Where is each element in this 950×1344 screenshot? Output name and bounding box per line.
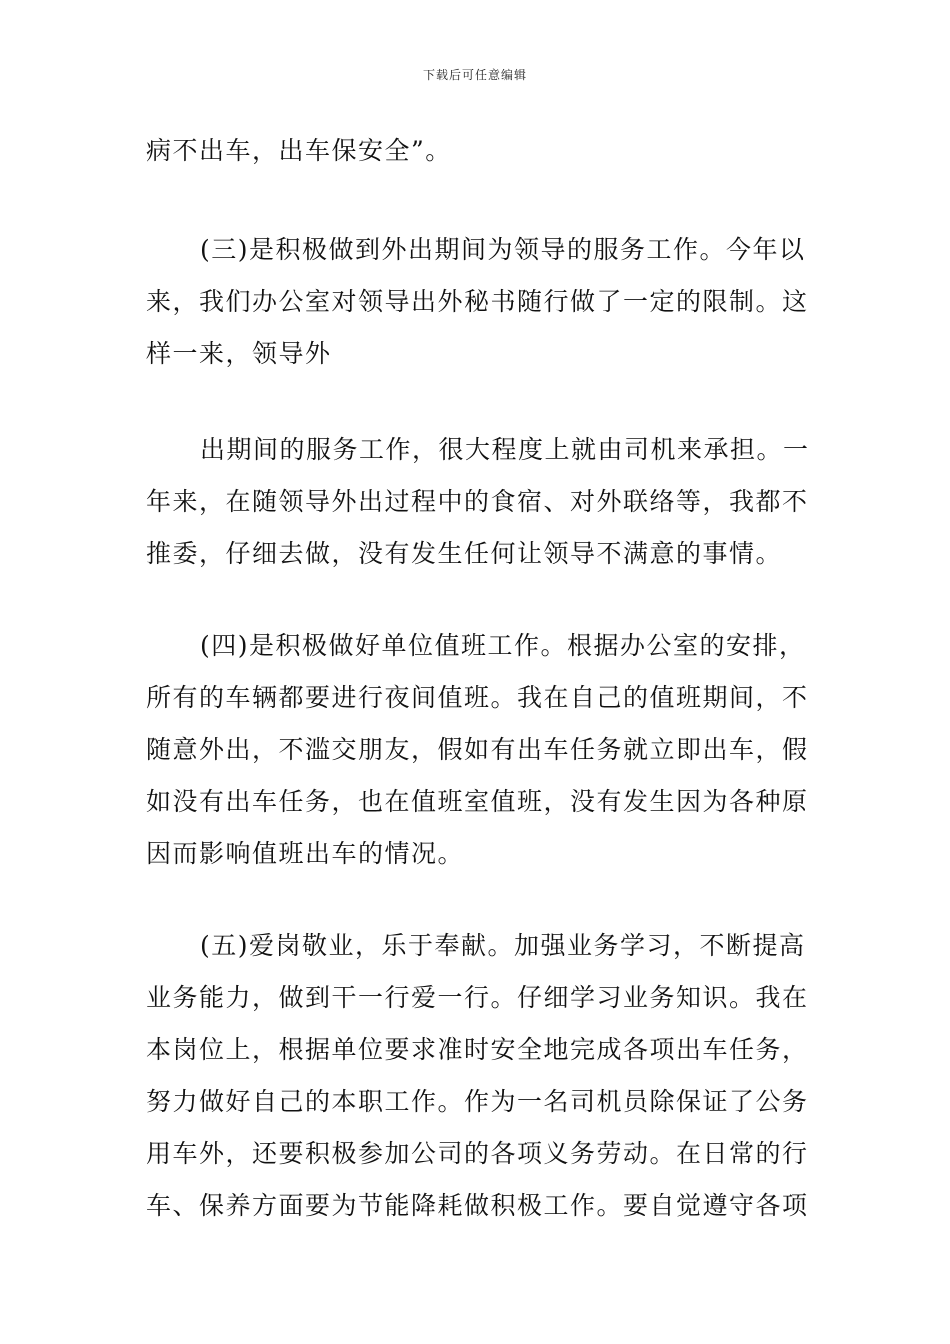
text-line: 病不出车，出车保安全”。 <box>146 136 452 165</box>
text-line: 出期间的服务工作，很大程度上就由司机来承担。一 <box>200 435 810 464</box>
text-line: (四)是积极做好单位值班工作。根据办公室的安排， <box>200 631 806 660</box>
text-line: 车、保养方面要为节能降耗做积极工作。要自觉遵守各项 <box>146 1191 809 1220</box>
text-line: 业务能力，做到干一行爱一行。仔细学习业务知识。我在 <box>146 983 809 1012</box>
paragraph-5 <box>146 920 809 1232</box>
text-line: (三)是积极做到外出期间为领导的服务工作。今年以 <box>200 235 806 264</box>
text-line: 年来，在随领导外出过程中的食宿、对外联络等，我都不 <box>146 487 809 516</box>
text-line: 如没有出车任务，也在值班室值班，没有发生因为各种原 <box>146 787 809 816</box>
text-line: 努力做好自己的本职工作。作为一名司机员除保证了公务 <box>146 1087 809 1116</box>
paragraph-3 <box>146 424 810 580</box>
text-line: 来，我们办公室对领导出外秘书随行做了一定的限制。这 <box>146 287 809 316</box>
text-line: 本岗位上，根据单位要求准时安全地完成各项出车任务， <box>146 1035 809 1064</box>
text-line: 随意外出，不滥交朋友，假如有出车任务就立即出车，假 <box>146 735 809 764</box>
page-header: 下载后可任意编辑 <box>422 68 527 82</box>
paragraph-4 <box>146 620 809 880</box>
paragraph-1 <box>146 125 806 177</box>
paragraph-2 <box>146 224 809 380</box>
text-line: 样一来，领导外 <box>146 339 332 368</box>
text-line: 推委，仔细去做，没有发生任何让领导不满意的事情。 <box>146 539 783 568</box>
text-line: 因而影响值班出车的情况。 <box>146 839 465 868</box>
text-line: (五)爱岗敬业，乐于奉献。加强业务学习，不断提高 <box>200 931 806 960</box>
text-line: 所有的车辆都要进行夜间值班。我在自己的值班期间，不 <box>146 683 809 712</box>
text-line: 用车外，还要积极参加公司的各项义务劳动。在日常的行 <box>146 1139 809 1168</box>
